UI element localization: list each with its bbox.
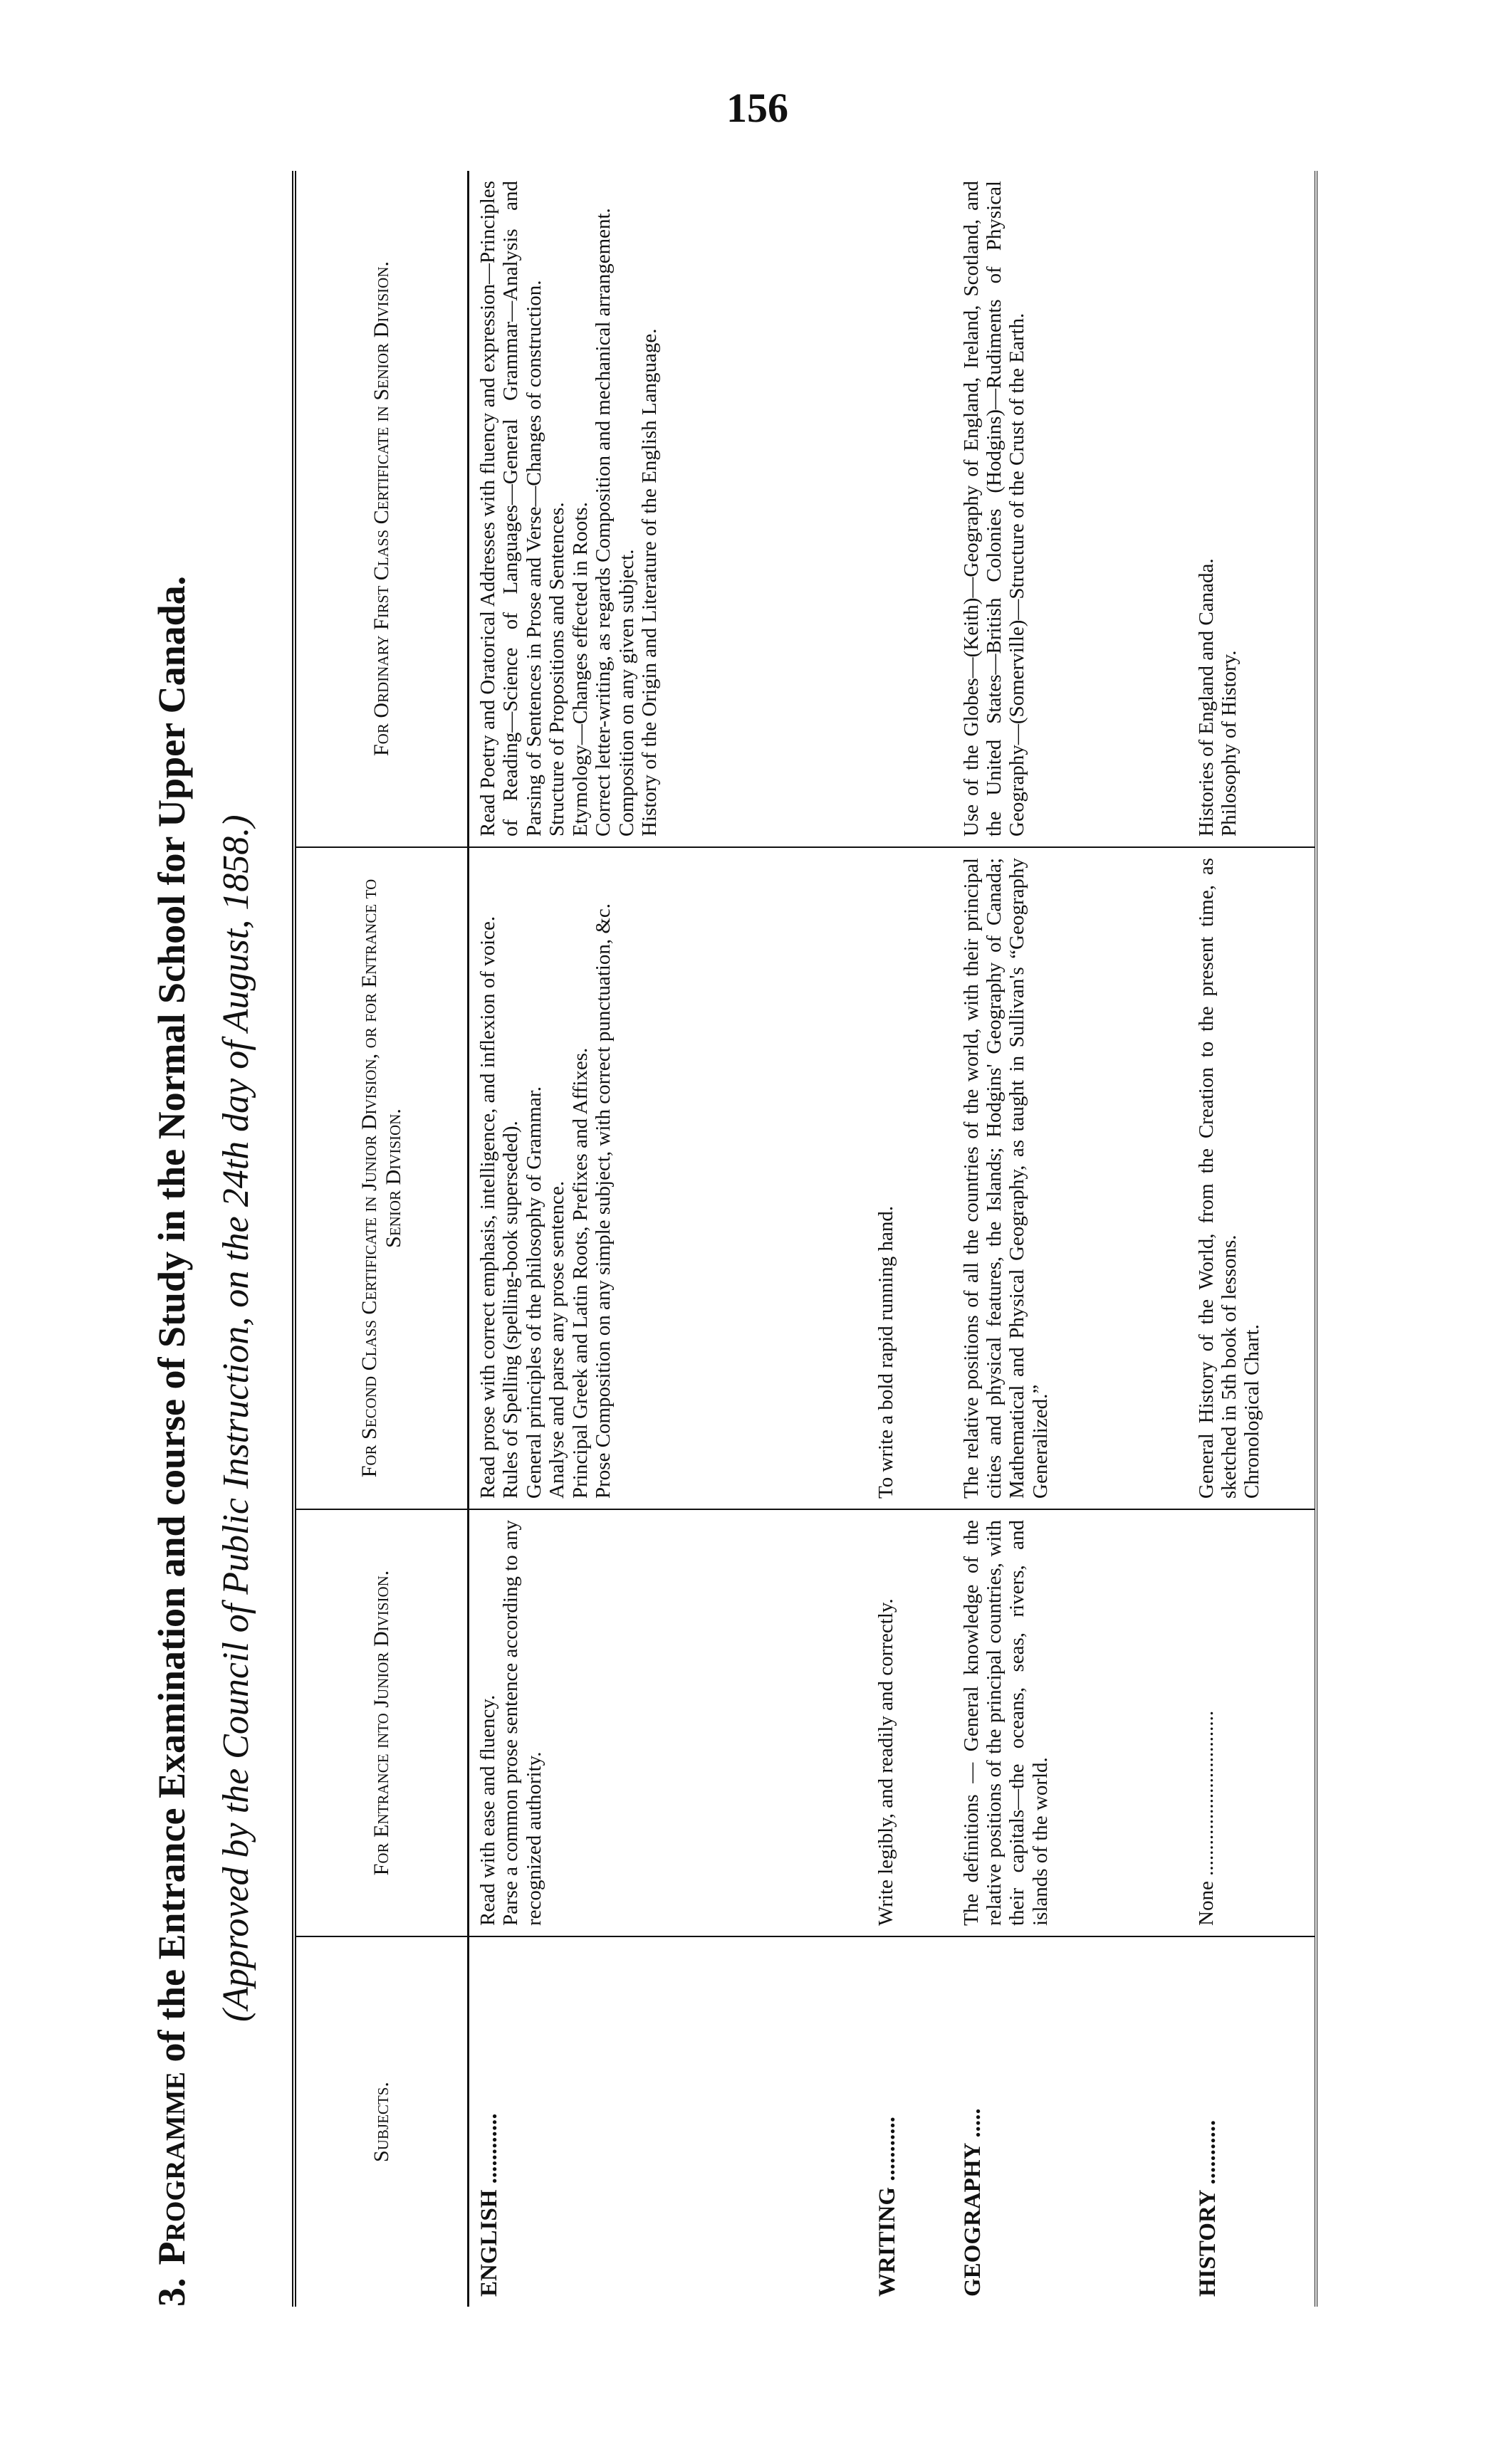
header-first-class: For Ordinary First Class Certificate in Senior Division. (294, 171, 469, 847)
cell-geography-second (953, 847, 1188, 1509)
text-line: Etymology—Changes effected in Roots. (568, 502, 592, 837)
text-line: Philosophy of History. (1217, 650, 1241, 837)
programme-table (292, 171, 1317, 2307)
text-line: Rules of Spelling (spelling-book superseded). (499, 1121, 523, 1499)
cell-geography-junior (953, 1509, 1188, 1936)
title-smallcaps: Programme (150, 2071, 193, 2265)
page-title (150, 171, 194, 2307)
cell-writing-junior (867, 1509, 953, 1936)
cell-writing-first (867, 171, 953, 847)
text-line: General principles of the philosophy of Grammar. (522, 1086, 545, 1499)
text-line: The relative positions of all the countries of the world, with their principal cities and physical features, the Islands; Hodgins' Geography of Canada; Mathematical and Physical Geography, as taught in Sullivan's “Geography Generalized.” (959, 858, 1052, 1499)
text-line: General History of the World, from the Creation to the present time, as sketched in 5th book of lessons. (1194, 858, 1241, 1499)
section-number: 3. (150, 2277, 193, 2307)
header-junior-entrance: For Entrance into Junior Division. (294, 1509, 469, 1936)
text-line: To write a bold rapid running hand. (874, 1205, 897, 1499)
text-line: Read with ease and fluency. (476, 1694, 499, 1926)
text-line: Analyse and parse any prose sentence. (545, 1180, 569, 1499)
text-line: Use of the Globes—(Keith)—Geography of England, Ireland, Scotland, and the United States—British Colonies (Hodgins)—Rudiments of Physical Geography—(Somerville)—Structure of the Crust of the Earth. (959, 181, 1029, 837)
cell-geography-first (953, 171, 1188, 847)
table-header-row (294, 171, 469, 2307)
text-line: Read prose with correct emphasis, intelligence, and inflexion of voice. (476, 916, 499, 1499)
subject-english: ENGLISH ............ (476, 2113, 502, 2297)
cell-english-junior (469, 1509, 867, 1936)
cell-english-first (469, 171, 867, 847)
text-line: Parse a common prose sentence according to any recognized authority. (499, 1520, 545, 1926)
text-line: Correct letter-writing, as regards Composition and mechanical arrangement. (592, 208, 615, 837)
cell-history-second (1188, 847, 1316, 1509)
text-line: Write legibly, and readily and correctly. (874, 1598, 897, 1926)
text-line: Chronological Chart. (1241, 1324, 1264, 1499)
cell-history-first (1188, 171, 1316, 847)
text-line: The definitions — General knowledge of the relative positions of the principal countries, with their capitals—the oceans, seas, rivers, and islands of the world. (959, 1520, 1052, 1926)
cell-english-second (469, 847, 867, 1509)
table-row-history (1188, 171, 1316, 2307)
text-line: Prose Composition on any simple subject, with correct punctuation, &c. (592, 903, 615, 1499)
text-line: Structure of Propositions and Sentences. (545, 502, 569, 837)
cell-writing-second (867, 847, 953, 1509)
table-row-english (469, 171, 867, 2307)
rotated-table-block (150, 171, 1431, 2307)
subject-geography: GEOGRAPHY ..... (959, 2108, 986, 2297)
text-line: Principal Greek and Latin Roots, Prefixes and Affixes. (568, 1047, 592, 1499)
table-row-geography (953, 171, 1188, 2307)
text-line: Composition on any given subject. (615, 549, 638, 837)
title-rest: of the Entrance Examination and course of Study in the Normal School for Upper Canada. (150, 575, 193, 2062)
cell-history-junior (1188, 1509, 1316, 1936)
text-line: Read Poetry and Oratorical Addresses with fluency and expression—Principles of Reading—Science of Languages—General Grammar—Analysis and Parsing of Sentences in Prose and Verse—Changes of construction. (476, 181, 545, 837)
text-line: History of the Origin and Literature of the English Language. (638, 328, 662, 837)
text-line: None ................................ (1194, 1710, 1218, 1926)
table-row-writing (867, 171, 953, 2307)
subject-history: HISTORY ........... (1194, 2119, 1221, 2297)
text-line: Histories of England and Canada. (1194, 558, 1218, 837)
page-subtitle: (Approved by the Council of Public Instruction, on the 24th day of August, 1858.) (216, 814, 256, 2022)
subject-writing: WRITING ........... (874, 2116, 900, 2297)
header-subjects: Subjects. (370, 2082, 394, 2162)
page-number: 156 (726, 85, 788, 131)
header-second-class: For Second Class Certificate in Junior Division, or for Entrance to Senior Division. (294, 847, 469, 1509)
